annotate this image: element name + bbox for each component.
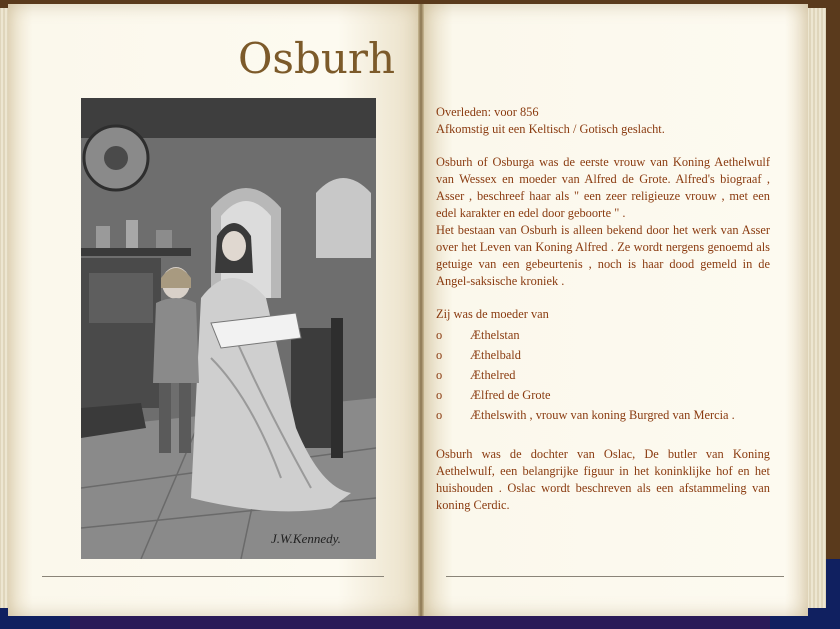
child-name: Ælfred de Grote <box>470 388 551 402</box>
child-name: Æthelstan <box>470 328 520 342</box>
child-name: Æthelbald <box>470 348 521 362</box>
portrait-illustration <box>81 98 376 559</box>
bullet-icon: o <box>436 388 443 402</box>
list-item <box>436 387 770 404</box>
page-title: Osburh <box>238 34 396 83</box>
father-paragraph: Osburh was de dochter van Oslac, De butler van Koning Aethelwulf, een belangrijke figuur in het koninklijke hof en het huishouden . Oslac wordt beschreven als een afstammeling van koning Cerdic. <box>436 447 770 512</box>
intro-paragraph: Osburh of Osburga was de eerste vrouw van Koning Aethelwulf van Wessex en moeder van Alfred de Grote. Alfred's biograaf , Asser , beschreef haar als " een zeer religieuze vrouw , met een edel karakter en edel door geboorte " . <box>436 155 770 220</box>
left-page-footer-line <box>42 576 384 577</box>
children-heading: Zij was de moeder van <box>436 307 549 321</box>
list-item <box>436 347 770 364</box>
child-name: Æthelred <box>470 368 516 382</box>
illustration-signature: J.W.Kennedy. <box>271 531 341 546</box>
list-item <box>436 327 770 344</box>
article-body <box>436 104 770 514</box>
book-spine <box>418 4 424 616</box>
right-page-footer-line <box>446 576 784 577</box>
origin-info: Afkomstig uit een Keltisch / Gotisch geslacht. <box>436 122 665 136</box>
bullet-icon: o <box>436 368 443 382</box>
children-list <box>436 327 770 424</box>
page-edges-right <box>806 8 826 608</box>
source-paragraph: Het bestaan van Osburh is alleen bekend door het werk van Asser over het Leven van Koning Alfred . Ze wordt nergens genoemd als getuige van een gebeurtenis , noch is haar dood gemeld in de Angel-saksische kroniek . <box>436 223 770 288</box>
bullet-icon: o <box>436 328 443 342</box>
bullet-icon: o <box>436 408 443 422</box>
list-item <box>436 367 770 384</box>
death-info: Overleden: voor 856 <box>436 105 539 119</box>
list-item <box>436 407 770 424</box>
child-name: Æthelswith , vrouw van koning Burgred van Mercia . <box>470 408 735 422</box>
bullet-icon: o <box>436 348 443 362</box>
